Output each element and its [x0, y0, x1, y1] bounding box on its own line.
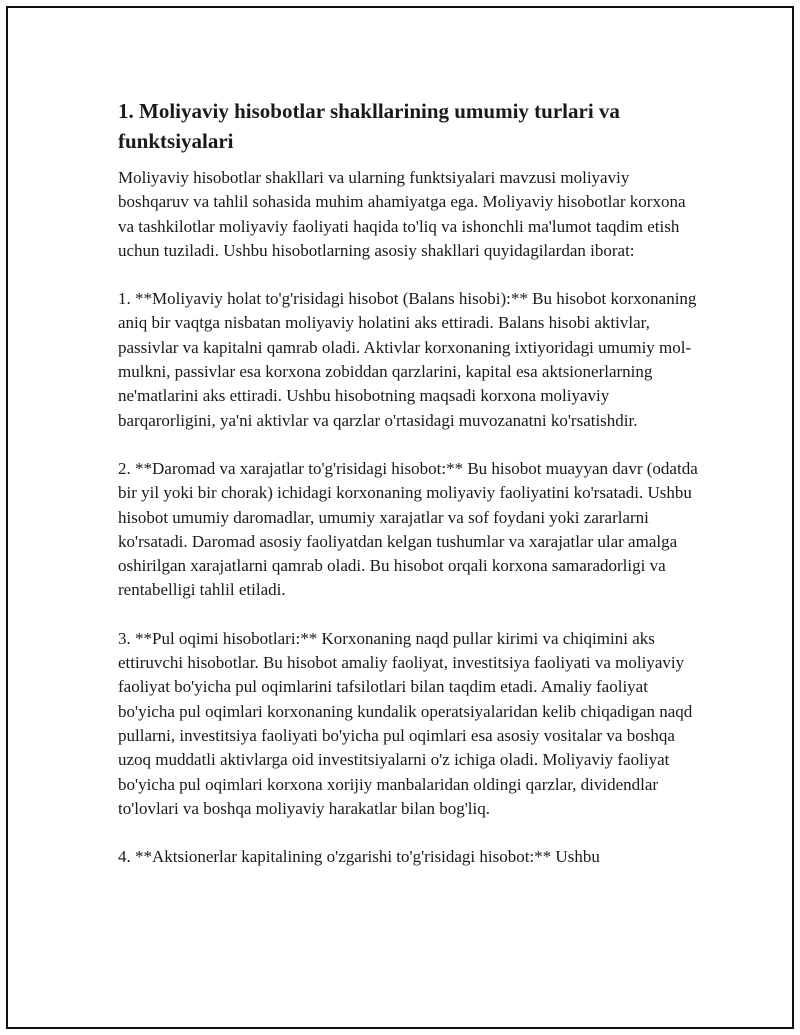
intro-paragraph: Moliyaviy hisobotlar shakllari va ularning funktsiyalari mavzusi moliyaviy boshqaruv va tahlil sohasida muhim ahamiyatga ega. Moliyaviy hisobotlar korxona va tashkilotlar moliyaviy faoliyati haqida to'liq va ishonchli ma'lumot taqdim etish uchun tuziladi. Ushbu hisobotlarning asosiy shakllari quyidagilardan iborat:	[118, 168, 686, 260]
paragraph-cash-flow: 3. **Pul oqimi hisobotlari:** Korxonaning naqd pullar kirimi va chiqimini aks ettiruvchi hisobotlar. Bu hisobot amaliy faoliyat, investitsiya faoliyati va moliyaviy faoliyat bo'yicha pul oqimlarini tafsilotlari bilan taqdim etadi. Amaliy faoliyat bo'yicha pul oqimlari korxonaning kundalik operatsiyalaridan kelib chiqadigan naqd pullarni, investitsiya faoliyati bo'yicha pul oqimlari esa asosiy vositalar va boshqa uzoq muddatli aktivlarga oid investitsiyalarni o'z ichiga oladi. Moliyaviy faoliyat bo'yicha pul oqimlari korxona xorijiy manbalaridan oldingi qarzlar, dividendlar to'lovlari va boshqa moliyaviy harakatlar bilan bog'liq.	[118, 628, 693, 818]
paragraph-income-statement: 2. **Daromad va xarajatlar to'g'risidagi hisobot:** Bu hisobot muayyan davr (odatda bir yil yoki bir chorak) ichidagi korxonaning moliyaviy faoliyatini ko'rsatadi. Ushbu hisobot umumiy daromadlar, umumiy xarajatlar va sof foydani yoki zararlarni ko'rsatadi. Daromad asosiy faoliyatdan kelgan tushumlar va xarajatlar ular amalga oshirilgan xarajatlarni qamrab oladi. Bu hisobot orqali korxona samaradorligi va rentabelligi tahlil etiladi.	[118, 458, 698, 600]
paragraph-equity-changes: 4. **Aktsionerlar kapitalining o'zgarishi to'g'risidagi hisobot:** Ushbu	[118, 847, 600, 867]
paragraph-balance-sheet: 1. **Moliyaviy holat to'g'risidagi hisobot (Balans hisobi):** Bu hisobot korxonaning aniq bir vaqtga nisbatan moliyaviy holatini aks ettiradi. Balans hisobi aktivlar, passivlar va kapitalni qamrab oladi. Aktivlar korxonaning ixtiyoridagi umumiy mol-mulkni, passivlar esa korxona zobiddan qarzlarini, kapital esa aktsionerlarning ne'matlarini aks ettiradi. Ushbu hisobotning maqsadi korxona moliyaviy barqarorligini, ya'ni aktivlar va qarzlar o'rtasidagi muvozanatni ko'rsatishdir.	[118, 289, 697, 430]
document-title: 1. Moliyaviy hisobotlar shakllarining umumiy turlari va funktsiyalari	[118, 99, 620, 153]
document-body	[118, 96, 703, 869]
document-page	[6, 6, 794, 1029]
